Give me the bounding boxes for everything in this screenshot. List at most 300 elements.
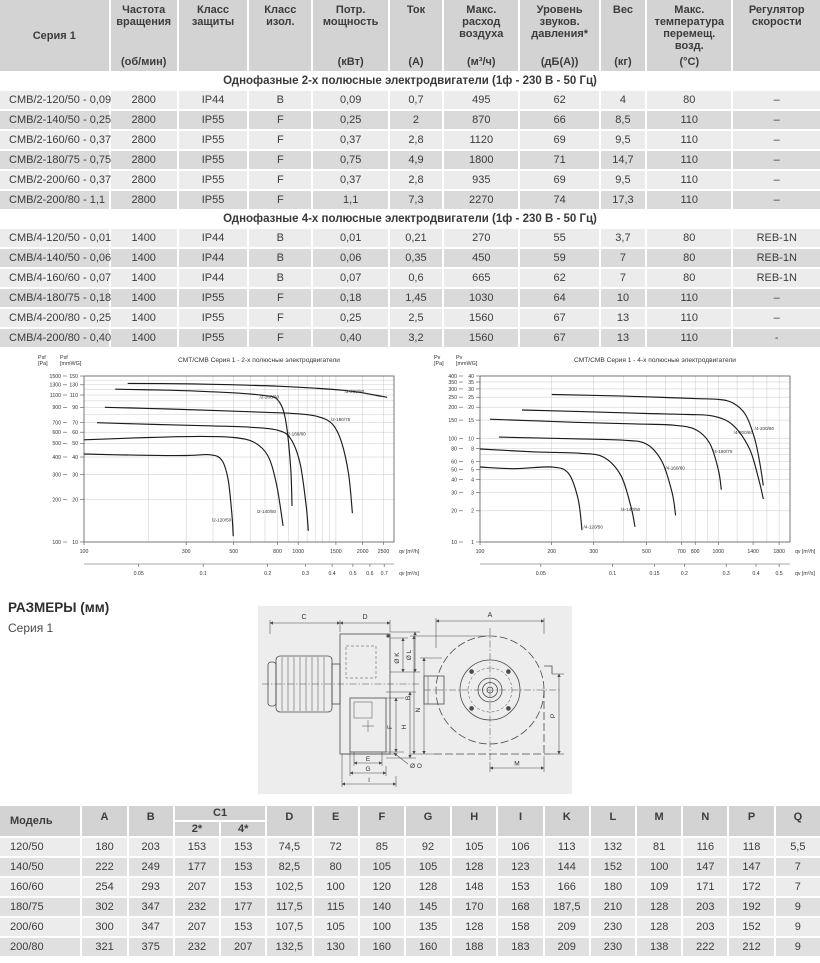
value-cell: 0,25 <box>313 309 387 327</box>
svg-text:350: 350 <box>448 379 457 386</box>
svg-text:200: 200 <box>448 405 457 412</box>
model-cell: CMB/4-200/80 - 0,25 <box>0 309 109 327</box>
value-cell: 2800 <box>111 151 177 169</box>
model-cell: CMB/2-180/75 - 0,75 <box>0 151 109 169</box>
spec-row <box>0 309 820 327</box>
svg-text:10: 10 <box>72 539 78 546</box>
dim-label-d: D <box>362 614 368 621</box>
value-cell: 270 <box>444 229 518 247</box>
curve-label: /2-140/50 <box>256 509 277 515</box>
value-cell: 158 <box>498 918 542 936</box>
value-cell: IP55 <box>179 151 247 169</box>
svg-text:Psf: Psf <box>38 355 46 361</box>
dim-column-header: 2* <box>175 822 219 836</box>
value-cell: 128 <box>452 858 496 876</box>
spec-row <box>0 171 820 189</box>
chart-title: CMT/CMB Серия 1 - 2-х полюсные электродвигатели <box>177 357 341 364</box>
svg-text:[mmWG]: [mmWG] <box>60 361 82 367</box>
value-cell: 9 <box>776 938 820 956</box>
svg-text:20: 20 <box>72 497 78 504</box>
svg-text:0.7: 0.7 <box>380 571 388 577</box>
model-cell: CMB/2-140/50 - 0,25 <box>0 111 109 129</box>
svg-text:700: 700 <box>52 420 61 427</box>
spec-table-header <box>0 0 820 71</box>
value-cell: 105 <box>360 858 404 876</box>
value-cell: 3,7 <box>601 229 645 247</box>
value-cell: 9,5 <box>601 131 645 149</box>
technical-drawing-panel <box>258 606 572 794</box>
value-cell: F <box>249 111 311 129</box>
value-cell: 105 <box>406 858 450 876</box>
value-cell: 0,01 <box>313 229 387 247</box>
svg-text:0.2: 0.2 <box>264 571 272 577</box>
svg-text:150: 150 <box>448 418 457 424</box>
value-cell: 2800 <box>111 111 177 129</box>
value-cell: 9 <box>776 918 820 936</box>
model-cell: 200/60 <box>0 918 80 936</box>
value-cell: - <box>733 329 820 347</box>
svg-text:Psf: Psf <box>60 355 68 361</box>
svg-text:0.6: 0.6 <box>366 571 374 577</box>
value-cell: 128 <box>406 878 450 896</box>
value-cell: 1,45 <box>390 289 442 307</box>
value-cell: IP55 <box>179 329 247 347</box>
value-cell: 110 <box>647 289 731 307</box>
dimensions-heading: РАЗМЕРЫ (мм) <box>8 600 110 615</box>
value-cell: 13 <box>601 309 645 327</box>
spec-column-header: Класс защиты <box>179 0 247 71</box>
svg-text:70: 70 <box>72 420 78 427</box>
model-cell: CMB/4-120/50 - 0,01 <box>0 229 109 247</box>
value-cell: 115 <box>314 898 358 916</box>
value-cell: 130 <box>314 938 358 956</box>
curve-label: /4-180/75 <box>713 449 733 455</box>
value-cell: 80 <box>647 269 731 287</box>
svg-text:60: 60 <box>451 459 457 466</box>
model-cell: 120/50 <box>0 838 80 856</box>
curve-label: /2-200/80 <box>344 388 365 394</box>
value-cell: 0,75 <box>313 151 387 169</box>
value-cell: 128 <box>637 898 681 916</box>
dimensions-table <box>0 804 820 958</box>
value-cell: 9,5 <box>601 171 645 189</box>
svg-text:90: 90 <box>72 405 78 412</box>
dim-column-header: D <box>267 806 311 836</box>
value-cell: 9 <box>776 898 820 916</box>
value-cell: 100 <box>637 858 681 876</box>
svg-text:1000: 1000 <box>292 549 304 555</box>
value-cell: 495 <box>444 91 518 109</box>
value-cell: – <box>733 131 820 149</box>
value-cell: 117,5 <box>267 898 311 916</box>
value-cell: 92 <box>406 838 450 856</box>
dimensions-table-header <box>0 806 820 836</box>
svg-text:qv [m³/h]: qv [m³/h] <box>795 549 816 555</box>
dim-column-header: H <box>452 806 496 836</box>
svg-text:[Pa]: [Pa] <box>434 361 444 367</box>
value-cell: 69 <box>520 171 598 189</box>
value-cell: 1400 <box>111 329 177 347</box>
svg-text:qv [m³/s]: qv [m³/s] <box>795 571 815 577</box>
spec-table <box>0 0 820 349</box>
svg-text:2: 2 <box>471 508 474 515</box>
svg-text:1500: 1500 <box>49 373 61 380</box>
value-cell: 82,5 <box>267 858 311 876</box>
value-cell: 132 <box>591 838 635 856</box>
svg-text:6: 6 <box>471 459 474 466</box>
dim-column-header: N <box>683 806 727 836</box>
value-cell: 870 <box>444 111 518 129</box>
value-cell: 147 <box>683 858 727 876</box>
model-cell: CMB/4-200/80 - 0,40 <box>0 329 109 347</box>
value-cell: 67 <box>520 329 598 347</box>
svg-text:100: 100 <box>52 539 61 546</box>
value-cell: – <box>733 151 820 169</box>
front-view <box>424 628 560 762</box>
value-cell: 7,3 <box>390 191 442 209</box>
value-cell: 109 <box>637 878 681 896</box>
dim-column-header: M <box>637 806 681 836</box>
value-cell: 110 <box>647 111 731 129</box>
value-cell: 249 <box>129 858 173 876</box>
spec-table-body <box>0 73 820 347</box>
svg-text:25: 25 <box>468 395 474 402</box>
svg-text:300: 300 <box>448 386 457 393</box>
value-cell: 110 <box>647 151 731 169</box>
curve-label: /2-180/75 <box>330 417 351 422</box>
value-cell: 230 <box>591 938 635 956</box>
value-cell: 232 <box>175 938 219 956</box>
spec-row <box>0 91 820 109</box>
value-cell: 152 <box>729 918 773 936</box>
value-cell: 0,35 <box>390 249 442 267</box>
value-cell: 180 <box>82 838 126 856</box>
svg-text:0.4: 0.4 <box>328 571 336 577</box>
svg-text:0.1: 0.1 <box>608 571 617 577</box>
svg-text:15: 15 <box>468 418 474 424</box>
value-cell: 80 <box>314 858 358 876</box>
svg-text:1100: 1100 <box>49 392 61 399</box>
dimension-row <box>0 938 820 956</box>
value-cell: 2,8 <box>390 131 442 149</box>
dim-label-i: I <box>368 777 370 784</box>
value-cell: 152 <box>591 858 635 876</box>
model-cell: CMB/4-140/50 - 0,06 <box>0 249 109 267</box>
dimension-row <box>0 918 820 936</box>
value-cell: IP55 <box>179 289 247 307</box>
value-cell: 144 <box>545 858 589 876</box>
svg-text:50: 50 <box>451 467 457 474</box>
value-cell: 153 <box>221 918 265 936</box>
dim-label-g: G <box>365 766 371 773</box>
value-cell: 2800 <box>111 191 177 209</box>
value-cell: 450 <box>444 249 518 267</box>
chart-title: CMT/CMB Серия 1 - 4-х полюсные электродвигатели <box>573 357 737 364</box>
dim-label-b: B <box>405 695 412 701</box>
svg-text:700: 700 <box>677 549 686 555</box>
value-cell: IP44 <box>179 249 247 267</box>
value-cell: 203 <box>129 838 173 856</box>
spec-column-header: Ток (А) <box>390 0 442 71</box>
value-cell: 170 <box>452 898 496 916</box>
svg-text:400: 400 <box>448 373 457 380</box>
svg-text:1300: 1300 <box>49 382 61 389</box>
svg-text:40: 40 <box>468 373 474 380</box>
dimension-row <box>0 858 820 876</box>
section-header: Однофазные 2-х полюсные электродвигатели (1ф - 230 В - 50 Гц) <box>0 73 820 89</box>
section-header-row <box>0 73 820 89</box>
svg-text:5: 5 <box>471 467 474 474</box>
svg-text:300: 300 <box>52 472 61 479</box>
value-cell: 177 <box>221 898 265 916</box>
spec-column-header: Частота вращения (об/мин) <box>111 0 177 71</box>
curve-2-16060 <box>97 423 308 531</box>
value-cell: 183 <box>498 938 542 956</box>
value-cell: 140 <box>360 898 404 916</box>
svg-text:0.5: 0.5 <box>349 571 357 577</box>
value-cell: F <box>249 171 311 189</box>
dim-column-header: C1 <box>175 806 265 820</box>
value-cell: 212 <box>729 938 773 956</box>
svg-text:40: 40 <box>72 454 78 461</box>
value-cell: 100 <box>360 918 404 936</box>
value-cell: B <box>249 229 311 247</box>
value-cell: 300 <box>82 918 126 936</box>
svg-text:30: 30 <box>72 472 78 479</box>
model-cell: 200/80 <box>0 938 80 956</box>
svg-text:800: 800 <box>690 549 700 555</box>
value-cell: 10 <box>601 289 645 307</box>
value-cell: 64 <box>520 289 598 307</box>
value-cell: 230 <box>591 918 635 936</box>
value-cell: REB-1N <box>733 249 820 267</box>
value-cell: IP55 <box>179 309 247 327</box>
value-cell: 153 <box>498 878 542 896</box>
value-cell: IP55 <box>179 131 247 149</box>
value-cell: 110 <box>647 309 731 327</box>
value-cell: 69 <box>520 131 598 149</box>
side-view <box>262 634 420 754</box>
value-cell: 180 <box>591 878 635 896</box>
value-cell: 210 <box>591 898 635 916</box>
curve-label: /4-200/60 <box>733 430 754 436</box>
svg-text:10: 10 <box>451 539 457 546</box>
spec-row <box>0 289 820 307</box>
value-cell: 17,3 <box>601 191 645 209</box>
svg-text:[mmWG]: [mmWG] <box>456 361 478 367</box>
dimension-row <box>0 898 820 916</box>
svg-text:4: 4 <box>471 477 474 484</box>
dim-column-header: L <box>591 806 635 836</box>
svg-text:qv [m³/h]: qv [m³/h] <box>399 549 420 555</box>
dim-label-oo: Ø O <box>410 763 422 770</box>
svg-text:0.2: 0.2 <box>680 571 688 577</box>
value-cell: F <box>249 309 311 327</box>
spec-row <box>0 249 820 267</box>
value-cell: IP44 <box>179 91 247 109</box>
spec-row <box>0 151 820 169</box>
value-cell: 74,5 <box>267 838 311 856</box>
value-cell: 0,06 <box>313 249 387 267</box>
value-cell: 2,8 <box>390 171 442 189</box>
value-cell: 1400 <box>111 309 177 327</box>
value-cell: 55 <box>520 229 598 247</box>
value-cell: 1120 <box>444 131 518 149</box>
dim-label-c: C <box>301 614 307 621</box>
value-cell: 81 <box>637 838 681 856</box>
value-cell: 2800 <box>111 91 177 109</box>
value-cell: 222 <box>82 858 126 876</box>
value-cell: 375 <box>129 938 173 956</box>
svg-text:100: 100 <box>448 436 457 443</box>
dim-label-ol: Ø L <box>406 649 413 661</box>
svg-text:3: 3 <box>471 490 474 497</box>
value-cell: 1560 <box>444 329 518 347</box>
spec-row <box>0 131 820 149</box>
value-cell: – <box>733 91 820 109</box>
dim-label-p: P <box>550 713 557 719</box>
dim-column-header: G <box>406 806 450 836</box>
dim-column-header: P <box>729 806 773 836</box>
svg-text:600: 600 <box>52 430 61 437</box>
model-cell: CMB/4-160/60 - 0,07 <box>0 269 109 287</box>
svg-text:0.05: 0.05 <box>133 571 144 577</box>
svg-text:2500: 2500 <box>377 549 390 555</box>
svg-text:20: 20 <box>468 405 474 412</box>
value-cell: 113 <box>545 838 589 856</box>
dim-column-header: Модель <box>0 806 80 836</box>
value-cell: REB-1N <box>733 229 820 247</box>
value-cell: 153 <box>221 878 265 896</box>
dim-label-ok: Ø K <box>394 652 401 664</box>
section-header-row <box>0 211 820 227</box>
curve-label: /4-140/50 <box>620 506 641 512</box>
value-cell: – <box>733 309 820 327</box>
dim-label-h: H <box>401 724 408 730</box>
value-cell: 7 <box>601 269 645 287</box>
svg-text:1: 1 <box>471 539 474 546</box>
value-cell: 0,37 <box>313 171 387 189</box>
svg-text:0.05: 0.05 <box>535 571 546 577</box>
value-cell: – <box>733 191 820 209</box>
svg-text:1400: 1400 <box>747 549 759 555</box>
svg-text:30: 30 <box>451 490 457 497</box>
value-cell: 123 <box>498 858 542 876</box>
dimension-row <box>0 838 820 856</box>
value-cell: 67 <box>520 309 598 327</box>
dim-column-header: Q <box>776 806 820 836</box>
value-cell: 188 <box>452 938 496 956</box>
svg-text:500: 500 <box>642 549 651 555</box>
chart-4pole-curves <box>424 352 816 592</box>
value-cell: 118 <box>729 838 773 856</box>
model-cell: CMB/2-120/50 - 0,09 <box>0 91 109 109</box>
value-cell: 100 <box>314 878 358 896</box>
svg-text:8: 8 <box>471 446 474 453</box>
value-cell: 0,07 <box>313 269 387 287</box>
value-cell: 2270 <box>444 191 518 209</box>
fan-curve-charts <box>0 349 820 592</box>
svg-text:30: 30 <box>468 386 474 393</box>
value-cell: 209 <box>545 918 589 936</box>
svg-text:150: 150 <box>69 373 78 380</box>
value-cell: 254 <box>82 878 126 896</box>
spec-column-header: Серия 1 <box>0 0 109 71</box>
value-cell: 0,21 <box>390 229 442 247</box>
value-cell: 13 <box>601 329 645 347</box>
value-cell: F <box>249 289 311 307</box>
svg-text:0.4: 0.4 <box>752 571 760 577</box>
svg-text:110: 110 <box>69 392 78 399</box>
value-cell: – <box>733 289 820 307</box>
value-cell: – <box>733 171 820 189</box>
dim-column-header: K <box>545 806 589 836</box>
value-cell: F <box>249 191 311 209</box>
spec-row <box>0 329 820 347</box>
spec-column-header: Потр. мощность (кВт) <box>313 0 387 71</box>
curve-label: /4-200/80 <box>754 426 775 432</box>
value-cell: 110 <box>647 191 731 209</box>
model-cell: CMB/4-180/75 - 0,18 <box>0 289 109 307</box>
value-cell: 203 <box>683 918 727 936</box>
value-cell: 7 <box>776 878 820 896</box>
model-cell: 180/75 <box>0 898 80 916</box>
svg-text:0.1: 0.1 <box>199 571 207 577</box>
value-cell: 145 <box>406 898 450 916</box>
value-cell: B <box>249 249 311 267</box>
value-cell: 72 <box>314 838 358 856</box>
dim-label-e: E <box>365 756 371 763</box>
value-cell: 2,5 <box>390 309 442 327</box>
value-cell: 80 <box>647 229 731 247</box>
value-cell: 66 <box>520 111 598 129</box>
value-cell: B <box>249 269 311 287</box>
value-cell: – <box>733 111 820 129</box>
technical-drawing <box>258 606 572 794</box>
value-cell: 0,37 <box>313 131 387 149</box>
value-cell: 2800 <box>111 131 177 149</box>
svg-text:60: 60 <box>72 430 78 437</box>
svg-text:0.3: 0.3 <box>301 571 310 577</box>
curve-label: /2-160/60 <box>286 431 306 437</box>
curve-label: /4-160/60 <box>665 465 685 471</box>
value-cell: 80 <box>647 91 731 109</box>
spec-column-header: Класс изол. <box>249 0 311 71</box>
curve-label: /4-120/50 <box>583 524 603 530</box>
svg-text:10: 10 <box>468 436 474 443</box>
value-cell: IP55 <box>179 171 247 189</box>
svg-text:0.15: 0.15 <box>649 571 660 577</box>
spec-column-header: Уровень звуков. давления* (дБ(А)) <box>520 0 598 71</box>
svg-text:250: 250 <box>448 395 457 402</box>
value-cell: 935 <box>444 171 518 189</box>
curve-4-14050 <box>480 449 635 527</box>
model-cell: 160/60 <box>0 878 80 896</box>
svg-text:20: 20 <box>451 508 457 515</box>
value-cell: 232 <box>175 898 219 916</box>
value-cell: 153 <box>221 838 265 856</box>
value-cell: 116 <box>683 838 727 856</box>
spec-column-header: Макс. температура перемещ. возд. (°C) <box>647 0 731 71</box>
value-cell: IP55 <box>179 111 247 129</box>
spec-column-header: Регулятор скорости <box>733 0 820 71</box>
spec-row <box>0 229 820 247</box>
value-cell: 293 <box>129 878 173 896</box>
svg-text:Pv: Pv <box>456 355 463 361</box>
dimensions-table-body <box>0 838 820 956</box>
value-cell: 106 <box>498 838 542 856</box>
value-cell: IP44 <box>179 269 247 287</box>
